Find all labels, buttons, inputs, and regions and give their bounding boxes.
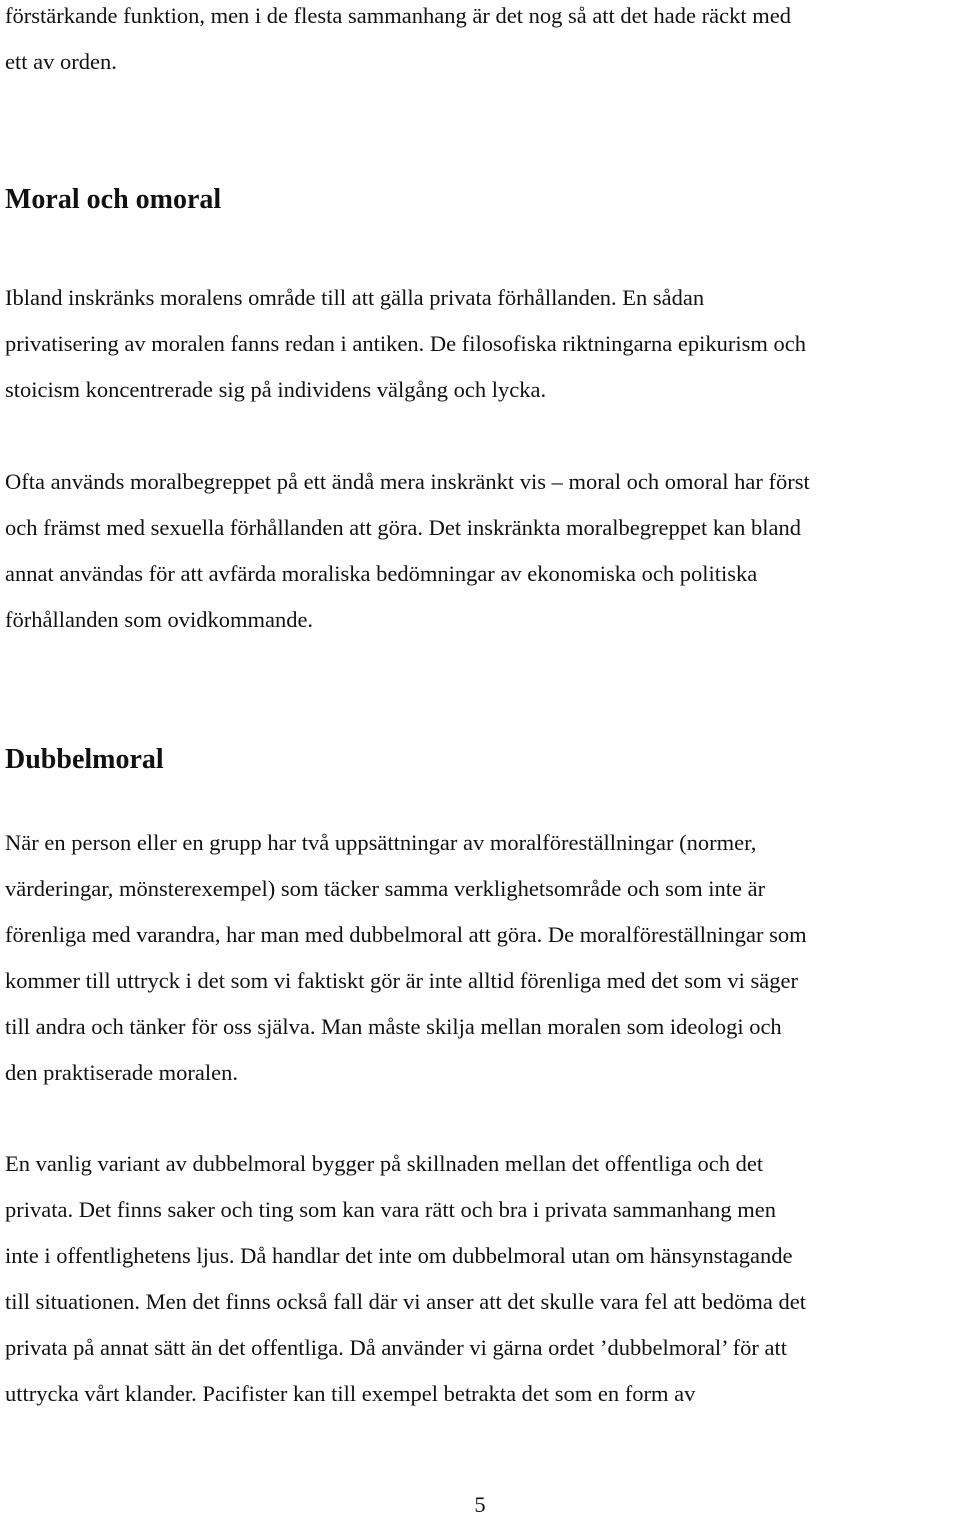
text-line: Ofta används moralbegreppet på ett ändå mera inskränkt vis – moral och omoral har först <box>5 469 810 494</box>
text-line: En vanlig variant av dubbelmoral bygger på skillnaden mellan det offentliga och det <box>5 1151 764 1176</box>
page-number: 5 <box>474 1492 486 1517</box>
text-line: Ibland inskränks moralens område till att gälla privata förhållanden. En sådan <box>5 285 705 310</box>
text-line: inte i offentlighetens ljus. Då handlar det inte om dubbelmoral utan om hänsynstagande <box>5 1243 793 1268</box>
paragraph-inskrankt <box>5 459 955 643</box>
text-line: förenliga med varandra, har man med dubbelmoral att göra. De moralföreställningar som <box>5 922 807 947</box>
text-line: värderingar, mönsterexempel) som täcker samma verklighetsområde och som inte är <box>5 876 766 901</box>
text-line: privata på annat sätt än det offentliga. Då använder vi gärna ordet ’dubbelmoral’ för att <box>5 1335 787 1360</box>
text-line: förhållanden som ovidkommande. <box>5 607 314 632</box>
text-line: privatisering av moralen fanns redan i antiken. De filosofiska riktningarna epikurism och <box>5 331 807 356</box>
text-line: annat användas för att avfärda moraliska bedömningar av ekonomiska och politiska <box>5 561 758 586</box>
text-line: och främst med sexuella förhållanden att göra. Det inskränkta moralbegreppet kan bland <box>5 515 801 540</box>
paragraph-privatisering <box>5 275 955 413</box>
text-line: stoicism koncentrerade sig på individens välgång och lycka. <box>5 377 547 402</box>
paragraph-offentliga-privata <box>5 1141 955 1417</box>
text-line: den praktiserade moralen. <box>5 1060 239 1085</box>
paragraph-definition <box>5 820 955 1096</box>
text-line: När en person eller en grupp har två uppsättningar av moralföreställningar (normer, <box>5 830 757 855</box>
text-line: uttrycka vårt klander. Pacifister kan till exempel betrakta det som en form av <box>5 1381 696 1406</box>
section-heading-dubbelmoral: Dubbelmoral <box>5 744 164 775</box>
text-line: till situationen. Men det finns också fall där vi anser att det skulle vara fel att bedöma det <box>5 1289 807 1314</box>
text-line: privata. Det finns saker och ting som kan vara rätt och bra i privata sammanhang men <box>5 1197 776 1222</box>
text-line: ett av orden. <box>5 49 117 74</box>
text-line: kommer till uttryck i det som vi faktiskt gör är inte alltid förenliga med det som vi säger <box>5 968 798 993</box>
text-line: till andra och tänker för oss själva. Man måste skilja mellan moralen som ideologi och <box>5 1014 782 1039</box>
text-line: förstärkande funktion, men i de flesta sammanhang är det nog så att det hade räckt med <box>5 3 791 28</box>
continued-paragraph <box>5 0 955 85</box>
section-heading-moral: Moral och omoral <box>5 184 222 215</box>
